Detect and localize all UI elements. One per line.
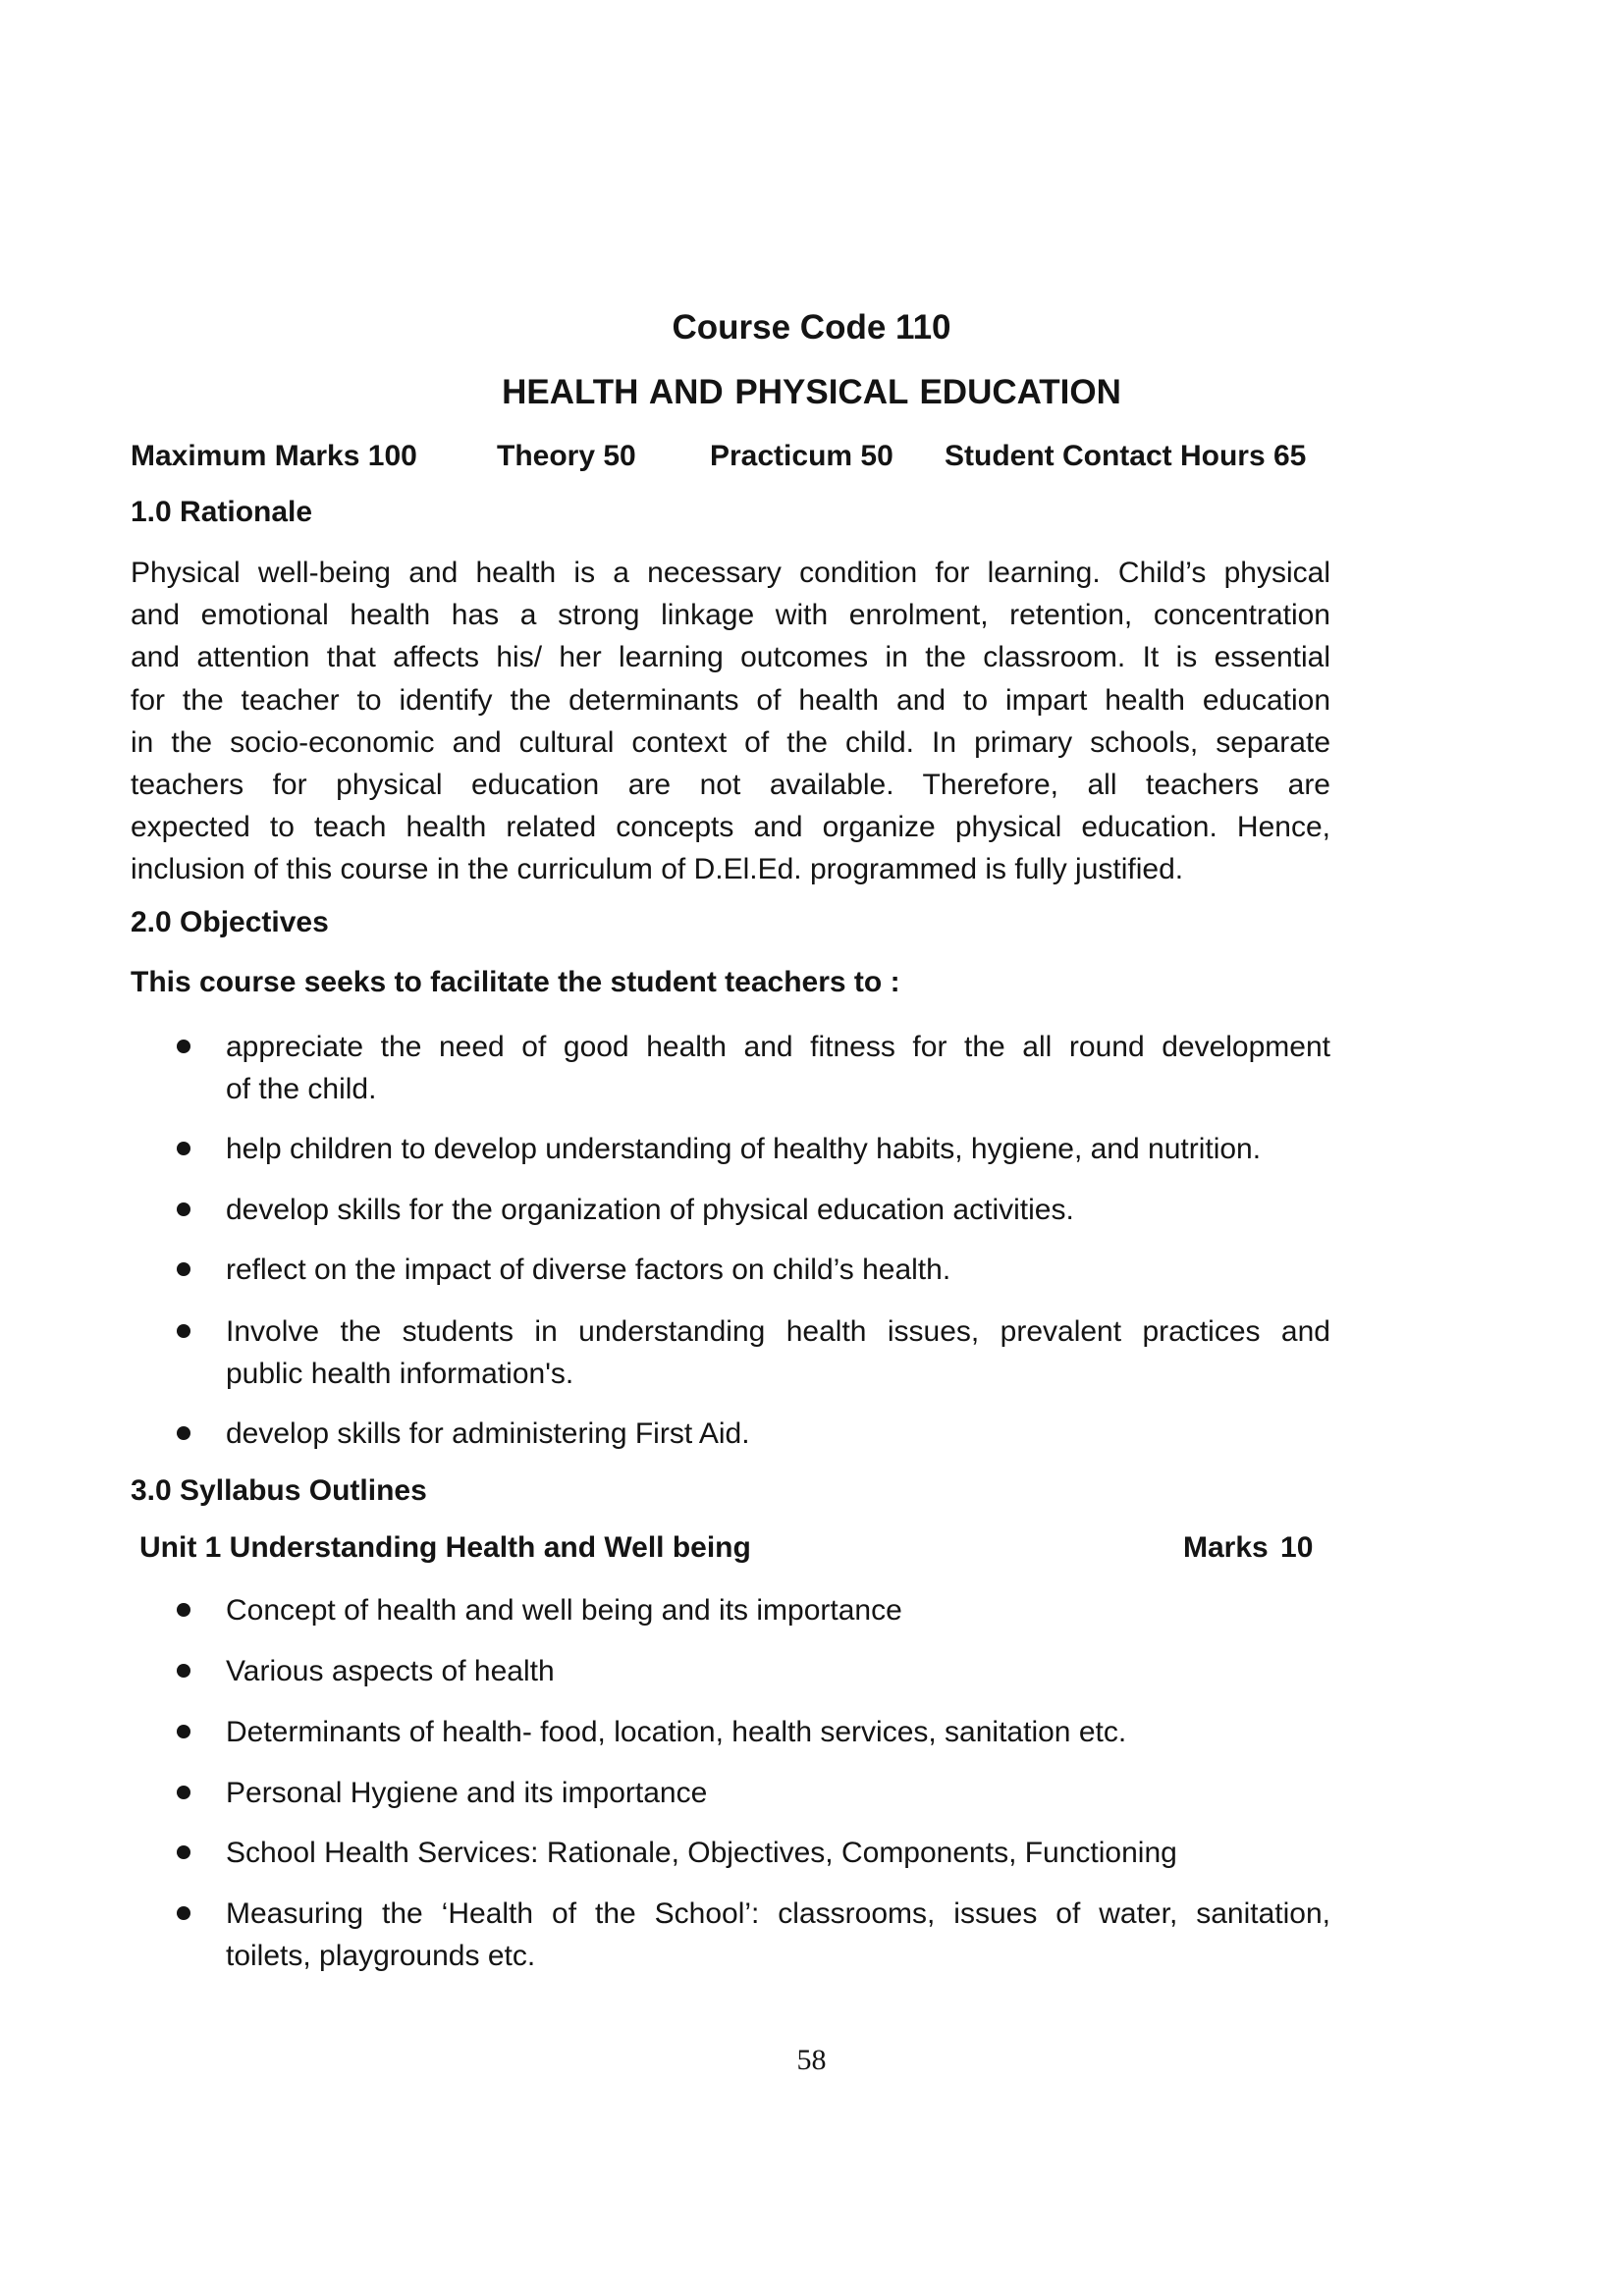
bullet-icon	[177, 1845, 190, 1859]
bullet-icon	[177, 1324, 190, 1338]
list-item-text: appreciate the need of good health and fitness for the all round development	[226, 1031, 1330, 1063]
page-number: 58	[796, 2044, 827, 2076]
list-item-text: reflect on the impact of diverse factors on child’s health.	[226, 1254, 951, 1286]
list-item-text: Involve the students in understanding health issues, prevalent practices and	[226, 1315, 1330, 1348]
list-item-text: Measuring the ‘Health of the School’: classrooms, issues of water, sanitation,	[226, 1897, 1330, 1930]
unit-title: Unit 1 Understanding Health and Well being	[139, 1531, 751, 1564]
bullet-icon	[177, 1142, 190, 1155]
bullet-icon	[177, 1786, 190, 1799]
rationale-heading: 1.0 Rationale	[131, 496, 313, 528]
objectives-heading: 2.0 Objectives	[131, 906, 329, 938]
bullet-icon	[177, 1262, 190, 1276]
list-item-text: Personal Hygiene and its importance	[226, 1777, 708, 1809]
objectives-intro: This course seeks to facilitate the student teachers to :	[131, 966, 900, 998]
list-item-text: toilets, playgrounds etc.	[226, 1940, 536, 1972]
list-item-text: public health information's.	[226, 1358, 574, 1390]
list-item-text: develop skills for administering First Aid.	[226, 1417, 750, 1450]
list-item-text: develop skills for the organization of physical education activities.	[226, 1194, 1074, 1226]
bullet-icon	[177, 1906, 190, 1920]
list-item-text: Concept of health and well being and its importance	[226, 1594, 902, 1627]
rationale-line: teachers for physical education are not available. Therefore, all teachers are	[131, 768, 1330, 801]
rationale-line: Physical well-being and health is a necessary condition for learning. Child’s physical	[131, 557, 1330, 589]
contact-hours: Student Contact Hours 65	[945, 440, 1307, 472]
practicum-marks: Practicum 50	[710, 440, 893, 472]
rationale-line: inclusion of this course in the curriculum of D.El.Ed. programmed is fully justified.	[131, 853, 1184, 886]
bullet-icon	[177, 1664, 190, 1678]
bullet-icon	[177, 1725, 190, 1738]
rationale-paragraph	[131, 552, 1330, 891]
unit-marks: Marks 10	[1183, 1531, 1314, 1564]
bullet-icon	[177, 1603, 190, 1617]
rationale-line: in the socio-economic and cultural context of the child. In primary schools, separate	[131, 725, 1330, 759]
bullet-icon	[177, 1426, 190, 1440]
syllabus-heading: 3.0 Syllabus Outlines	[131, 1474, 427, 1507]
course-title: HEALTH AND PHYSICAL EDUCATION	[502, 373, 1121, 411]
list-item-text: Various aspects of health	[226, 1655, 555, 1687]
rationale-line: expected to teach health related concepts and organize physical education. Hence,	[131, 811, 1330, 844]
list-item-text: School Health Services: Rationale, Objectives, Components, Functioning	[226, 1837, 1177, 1869]
max-marks: Maximum Marks 100	[131, 440, 417, 472]
rationale-line: and attention that affects his/ her learning outcomes in the classroom. It is essential	[131, 641, 1330, 674]
list-item-text: help children to develop understanding of healthy habits, hygiene, and nutrition.	[226, 1133, 1262, 1165]
list-item-text: Determinants of health- food, location, health services, sanitation etc.	[226, 1716, 1127, 1748]
rationale-line: and emotional health has a strong linkage with enrolment, retention, concentration	[131, 599, 1330, 632]
course-code: Course Code 110	[672, 308, 951, 347]
bullet-icon	[177, 1202, 190, 1216]
theory-marks: Theory 50	[497, 440, 636, 472]
bullet-icon	[177, 1040, 190, 1053]
course-meta	[0, 440, 1623, 473]
list-item-text: of the child.	[226, 1073, 377, 1105]
rationale-line: for the teacher to identify the determinants of health and to impart health education	[131, 683, 1330, 717]
